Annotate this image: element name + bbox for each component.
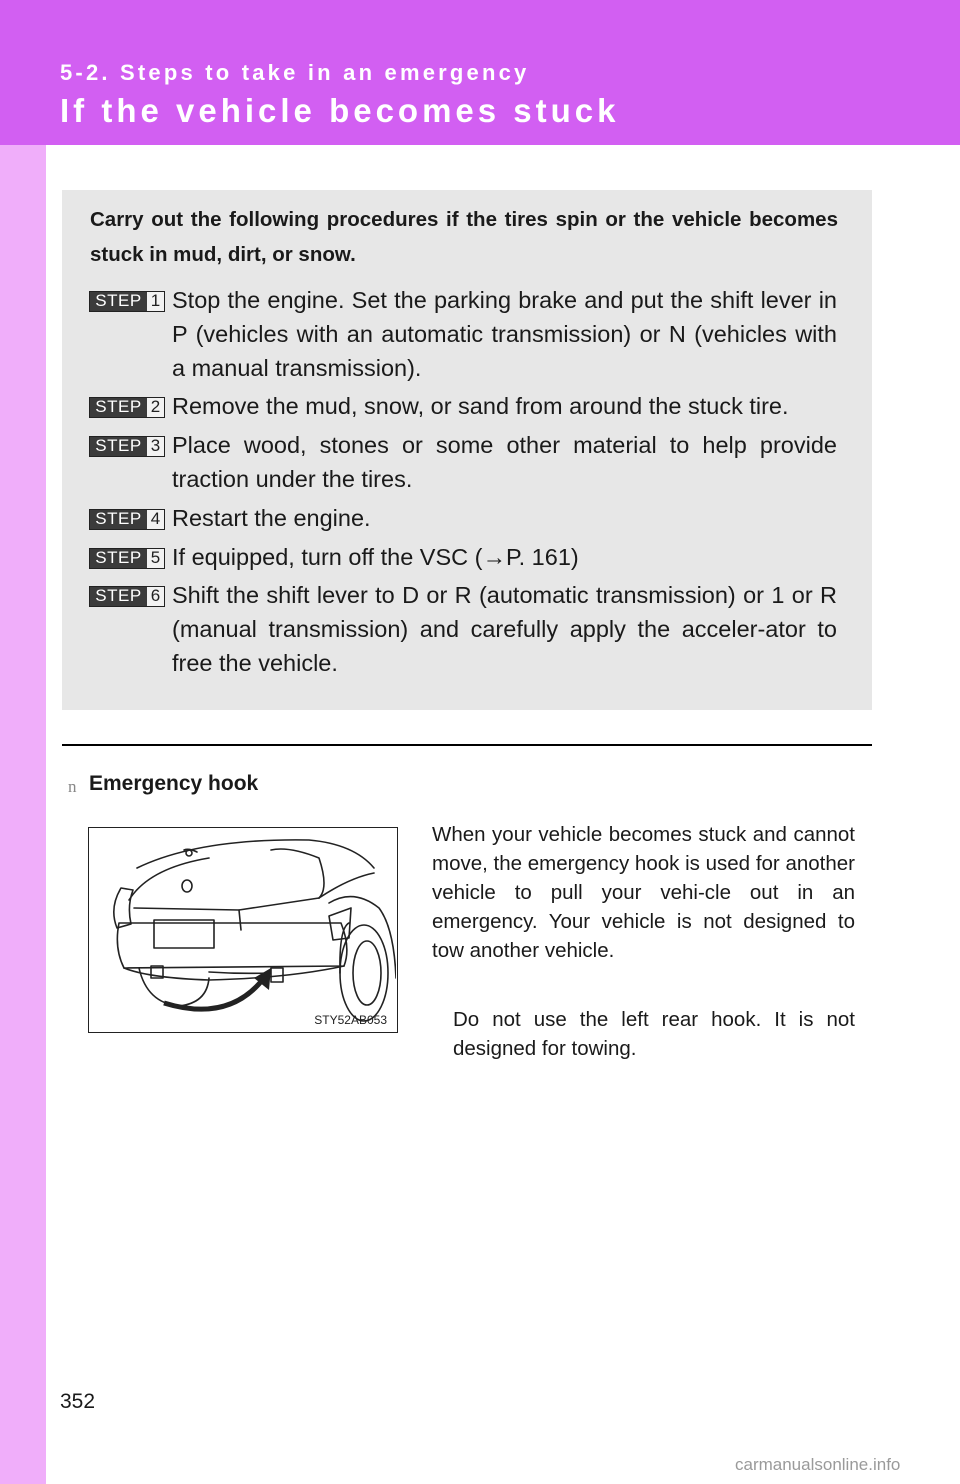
step-number: 2 xyxy=(147,398,164,417)
step-text: Restart the engine. xyxy=(172,505,371,531)
step-word: STEP xyxy=(90,398,147,417)
watermark: carmanualsonline.info xyxy=(735,1455,901,1474)
section-label: 5-2. Steps to take in an emergency xyxy=(60,60,530,85)
step-number: 1 xyxy=(147,292,164,311)
procedure-intro: Carry out the following procedures if the tires spin or the vehicle becomes stuck in mud, dirt, or snow. xyxy=(90,208,838,266)
step-word: STEP xyxy=(90,587,147,606)
step-word: STEP xyxy=(90,292,147,311)
emergency-hook-heading: Emergency hook xyxy=(89,772,259,795)
emergency-hook-description: When your vehicle becomes stuck and cannot move, the emergency hook is used for another vehicle to pull your vehi-cle out in an emergency. Your vehicle is not designed to tow another vehicle. xyxy=(432,823,855,962)
emergency-hook-illustration xyxy=(88,827,398,1033)
step-number: 6 xyxy=(147,587,164,606)
step-number: 4 xyxy=(147,510,164,529)
page-number: 352 xyxy=(60,1390,96,1413)
step-word: STEP xyxy=(90,510,147,529)
procedure-box xyxy=(62,190,872,710)
side-tab-strip xyxy=(0,145,46,1484)
step-badge xyxy=(89,397,165,418)
step-text: Stop the engine. Set the parking brake and put the shift lever in P (vehicles with an automatic transmission) or N (vehicles with a manual transmission). xyxy=(172,287,837,381)
step-badge xyxy=(89,291,165,312)
step-text: Remove the mud, snow, or sand from around the stuck tire. xyxy=(172,393,789,419)
step-number: 3 xyxy=(147,437,164,456)
step-text: Place wood, stones or some other material to help provide traction under the tires. xyxy=(172,432,837,492)
step-badge xyxy=(89,548,165,569)
section-divider xyxy=(62,744,872,746)
figure-code: STY52AB053 xyxy=(314,1013,387,1027)
step-text: Shift the shift lever to D or R (automatic transmission) or 1 or R (manual transmission) and carefully apply the acceler-ator to free the vehicle. xyxy=(172,582,837,676)
car-rear-drawing xyxy=(89,828,396,1031)
step-number: 5 xyxy=(147,549,164,568)
step-word: STEP xyxy=(90,549,147,568)
step-badge xyxy=(89,436,165,457)
step-word: STEP xyxy=(90,437,147,456)
emergency-hook-note: Do not use the left rear hook. It is not designed for towing. xyxy=(453,1008,855,1060)
step-badge xyxy=(89,509,165,530)
page-title: If the vehicle becomes stuck xyxy=(60,92,620,129)
bullet-marker: n xyxy=(68,777,77,796)
step-text: If equipped, turn off the VSC (→P. 161) xyxy=(172,544,579,570)
step-badge xyxy=(89,586,165,607)
